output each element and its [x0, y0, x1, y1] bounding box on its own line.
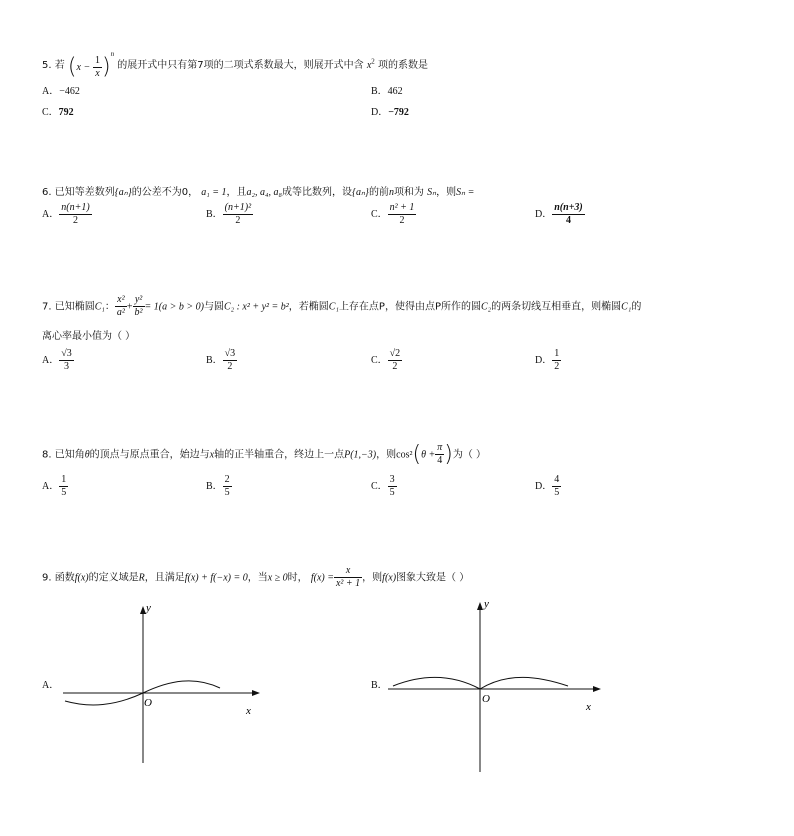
- option-fraction: [59, 474, 68, 499]
- option-fraction: [552, 348, 561, 373]
- frac-den: 4: [437, 455, 443, 466]
- option-label: B．: [206, 208, 223, 220]
- binomial-expression: (x − $\frac{1}{x}$ )$^n$: [67, 50, 115, 80]
- math-c2: C₂: [481, 301, 492, 313]
- math-sn: Sₙ: [427, 187, 437, 198]
- math-fx: f(x) =: [310, 572, 334, 584]
- ellipse-frac-x: [115, 294, 127, 319]
- option-fraction: [388, 202, 417, 227]
- question-5-stem: [42, 50, 428, 80]
- question-text: 若: [54, 59, 65, 71]
- frac-den: 5: [389, 487, 395, 498]
- option-a[interactable]: [42, 474, 68, 499]
- frac-num: n² + 1: [389, 202, 415, 213]
- graph-a-x-axis: [63, 690, 260, 696]
- option-label: A．: [42, 208, 60, 220]
- math-r: R: [138, 572, 145, 584]
- math-colon: ：: [104, 301, 115, 313]
- question-text: 的: [631, 301, 642, 313]
- option-fraction: [223, 348, 238, 373]
- question-text: 上存在点P，使得由点P所作的圆: [338, 301, 481, 313]
- question-text: 项和为: [393, 187, 424, 198]
- frac-den: 4: [565, 215, 571, 226]
- question-8-stem: 8. 已知角θ的顶点与原点重合，始边与x轴的正半轴重合，终边上一点P(1,−3)，则cos²(θ + $\frac{\pi}{4}$ )为（ ）: [42, 442, 487, 467]
- question-text: ，若椭圆: [288, 301, 329, 313]
- option-label: B．: [206, 480, 223, 492]
- frac-num: 1: [61, 474, 67, 485]
- frac-num: 1: [554, 348, 560, 359]
- frac-num: x²: [115, 294, 127, 307]
- question-9-stem: [42, 565, 469, 590]
- math-seq: {aₙ}: [114, 187, 132, 198]
- frac-num: y²: [133, 294, 145, 307]
- option-value: 792: [58, 107, 74, 118]
- graph-b-origin-label: O: [482, 693, 490, 705]
- math-c1: C₁: [94, 301, 105, 313]
- expr-var: x: [76, 62, 81, 73]
- frac-den: x² + 1: [335, 578, 361, 589]
- option-label: C．: [371, 354, 388, 366]
- option-label: C．: [42, 107, 59, 118]
- question-text: 的前: [368, 187, 389, 198]
- option-b[interactable]: [206, 474, 232, 499]
- expr-power: n: [110, 50, 115, 58]
- option-fraction: [388, 348, 403, 373]
- question-6-stem: [42, 183, 474, 198]
- option-a[interactable]: [42, 202, 92, 227]
- question-number: 7.: [42, 301, 52, 313]
- question-text: 轴的正半轴重合，终边上一点: [214, 449, 345, 461]
- frac-den: x: [95, 67, 100, 79]
- option-label: D．: [535, 480, 553, 492]
- frac-den: 5: [554, 487, 560, 498]
- graph-a-y-axis: [140, 606, 146, 763]
- math-cos: cos²: [396, 449, 413, 461]
- question-text: 的顶点与原点重合，始边与: [89, 449, 210, 461]
- option-b[interactable]: [206, 202, 253, 227]
- math-c1: C₁: [328, 301, 339, 313]
- math-fx: f(x): [74, 572, 89, 584]
- math-c1: C₁: [621, 301, 632, 313]
- frac-num: √3: [224, 348, 236, 359]
- question-text: 成等比数列，设: [281, 187, 352, 198]
- question-7-stem: [42, 294, 641, 319]
- option-label: D．: [535, 354, 553, 366]
- option-label: A．: [42, 354, 60, 366]
- option-c[interactable]: [42, 103, 74, 118]
- frac-den: 2: [72, 215, 78, 226]
- question-text: 时，: [287, 572, 308, 584]
- term-var: x: [366, 59, 372, 71]
- ellipse-frac-y: [133, 294, 145, 319]
- question-text: ，且: [226, 187, 247, 198]
- math-sn: Sₙ =: [456, 187, 475, 198]
- frac-den: 3: [63, 361, 69, 372]
- math-theta: θ: [84, 449, 90, 461]
- question-number: 9.: [42, 572, 52, 584]
- math-op: +: [126, 301, 133, 313]
- question-text: 的展开式中只有第7项的二项式系数最大，则展开式中含: [117, 59, 364, 71]
- frac-num: x: [334, 565, 362, 578]
- option-value: −792: [388, 107, 409, 118]
- frac-den: 2: [399, 215, 405, 226]
- frac-num: 1: [94, 54, 100, 66]
- question-number: 5.: [42, 59, 52, 71]
- option-fraction: [223, 202, 253, 227]
- question-text: ，则: [436, 187, 457, 198]
- option-fraction: [552, 474, 561, 499]
- frac-den: 2: [227, 361, 233, 372]
- option-d[interactable]: [535, 348, 561, 373]
- frac-den: 2: [554, 361, 560, 372]
- frac-den: 2: [235, 215, 241, 226]
- option-b[interactable]: [206, 348, 237, 373]
- frac-num: n(n+1): [61, 202, 90, 213]
- question-text: 的定义域是: [88, 572, 139, 584]
- math-eq: = 1(a > b > 0): [144, 301, 204, 313]
- frac-num: 4: [554, 474, 560, 485]
- question-text: ，则: [376, 449, 397, 461]
- option-fraction: [223, 474, 232, 499]
- option-value: −462: [59, 86, 80, 97]
- option-c[interactable]: [371, 202, 416, 227]
- option-a[interactable]: [42, 348, 74, 373]
- frac-num: π: [437, 442, 443, 453]
- option-label: D．: [371, 107, 389, 118]
- option-value: 462: [387, 86, 403, 97]
- option-label: A．: [42, 86, 60, 97]
- option-label: D．: [535, 208, 553, 220]
- question-text: 已知椭圆: [54, 301, 95, 313]
- question-text: ，且满足: [144, 572, 185, 584]
- math-theta: θ +: [421, 449, 436, 461]
- question-text: 已知角: [54, 449, 85, 461]
- math-x: x: [209, 449, 215, 461]
- question-number: 8.: [42, 449, 52, 461]
- graph-b-x-axis: [388, 686, 601, 692]
- math-a1: a₁ = 1: [201, 187, 227, 198]
- graph-b-label[interactable]: B．: [371, 680, 388, 691]
- option-a[interactable]: [42, 82, 80, 97]
- question-text: ，当: [247, 572, 268, 584]
- question-7-line2: 离心率最小值为（ ）: [42, 331, 136, 342]
- option-d[interactable]: [371, 103, 409, 118]
- math-circle: C₂ : x² + y² = b²: [223, 301, 289, 313]
- graph-b-x-label: x: [586, 701, 591, 713]
- option-fraction: [552, 202, 584, 227]
- frac-num: n(n+3): [554, 202, 583, 213]
- question-text: 的两条切线互相垂直，则椭圆: [491, 301, 622, 313]
- graph-b-y-axis: [477, 602, 483, 772]
- frac-den: b²: [134, 307, 143, 318]
- graph-a-x-label: x: [246, 705, 251, 717]
- question-text: ，则: [362, 572, 383, 584]
- option-c[interactable]: [371, 474, 397, 499]
- question-text: 函数: [54, 572, 75, 584]
- term-power: 2: [371, 57, 375, 66]
- graph-a[interactable]: [55, 598, 270, 768]
- math-seq: {aₙ}: [351, 187, 369, 198]
- math-cond: f(x) + f(−x) = 0: [184, 572, 248, 584]
- option-fraction: [59, 348, 74, 373]
- expr-fraction: [93, 55, 102, 80]
- graph-b[interactable]: [383, 594, 608, 774]
- function-fraction: [334, 565, 362, 590]
- math-terms: a₂, a₄, a₈: [246, 187, 282, 198]
- frac-den: 5: [61, 487, 67, 498]
- option-label: A．: [42, 480, 60, 492]
- frac-num: √3: [61, 348, 72, 359]
- math-xge: x ≥ 0: [267, 572, 288, 584]
- option-label: B．: [206, 354, 223, 366]
- graph-a-label[interactable]: A．: [42, 680, 60, 691]
- math-n: n: [388, 187, 394, 198]
- math-point: P(1,−3): [344, 449, 377, 461]
- graph-a-y-label: y: [146, 602, 151, 614]
- option-d[interactable]: [535, 202, 585, 227]
- graph-a-origin-label: O: [144, 697, 152, 709]
- question-number: 6.: [42, 187, 52, 198]
- graph-b-y-label: y: [484, 598, 489, 610]
- option-label: C．: [371, 208, 388, 220]
- option-label: B．: [371, 86, 388, 97]
- option-label: C．: [371, 480, 388, 492]
- pi-over-four: [435, 442, 444, 467]
- expr-op: −: [84, 62, 90, 73]
- option-b[interactable]: [371, 82, 403, 97]
- option-fraction: [59, 202, 91, 227]
- question-text: 项的系数是: [377, 59, 428, 71]
- frac-den: 2: [392, 361, 398, 372]
- frac-num: 3: [389, 474, 395, 485]
- question-text: 为（ ）: [452, 449, 487, 461]
- option-c[interactable]: [371, 348, 402, 373]
- option-d[interactable]: [535, 474, 561, 499]
- question-text: 与圆: [203, 301, 224, 313]
- frac-num: √2: [389, 348, 401, 359]
- math-fx: f(x): [382, 572, 397, 584]
- question-text: 的公差不为0，: [131, 187, 199, 198]
- frac-num: 2: [224, 474, 230, 485]
- question-text: 已知等差数列: [54, 187, 115, 198]
- frac-den: a²: [116, 307, 125, 318]
- option-fraction: [388, 474, 397, 499]
- frac-den: 5: [224, 487, 230, 498]
- frac-num: (n+1)²: [224, 202, 252, 213]
- question-text: 图象大致是（ ）: [396, 572, 470, 584]
